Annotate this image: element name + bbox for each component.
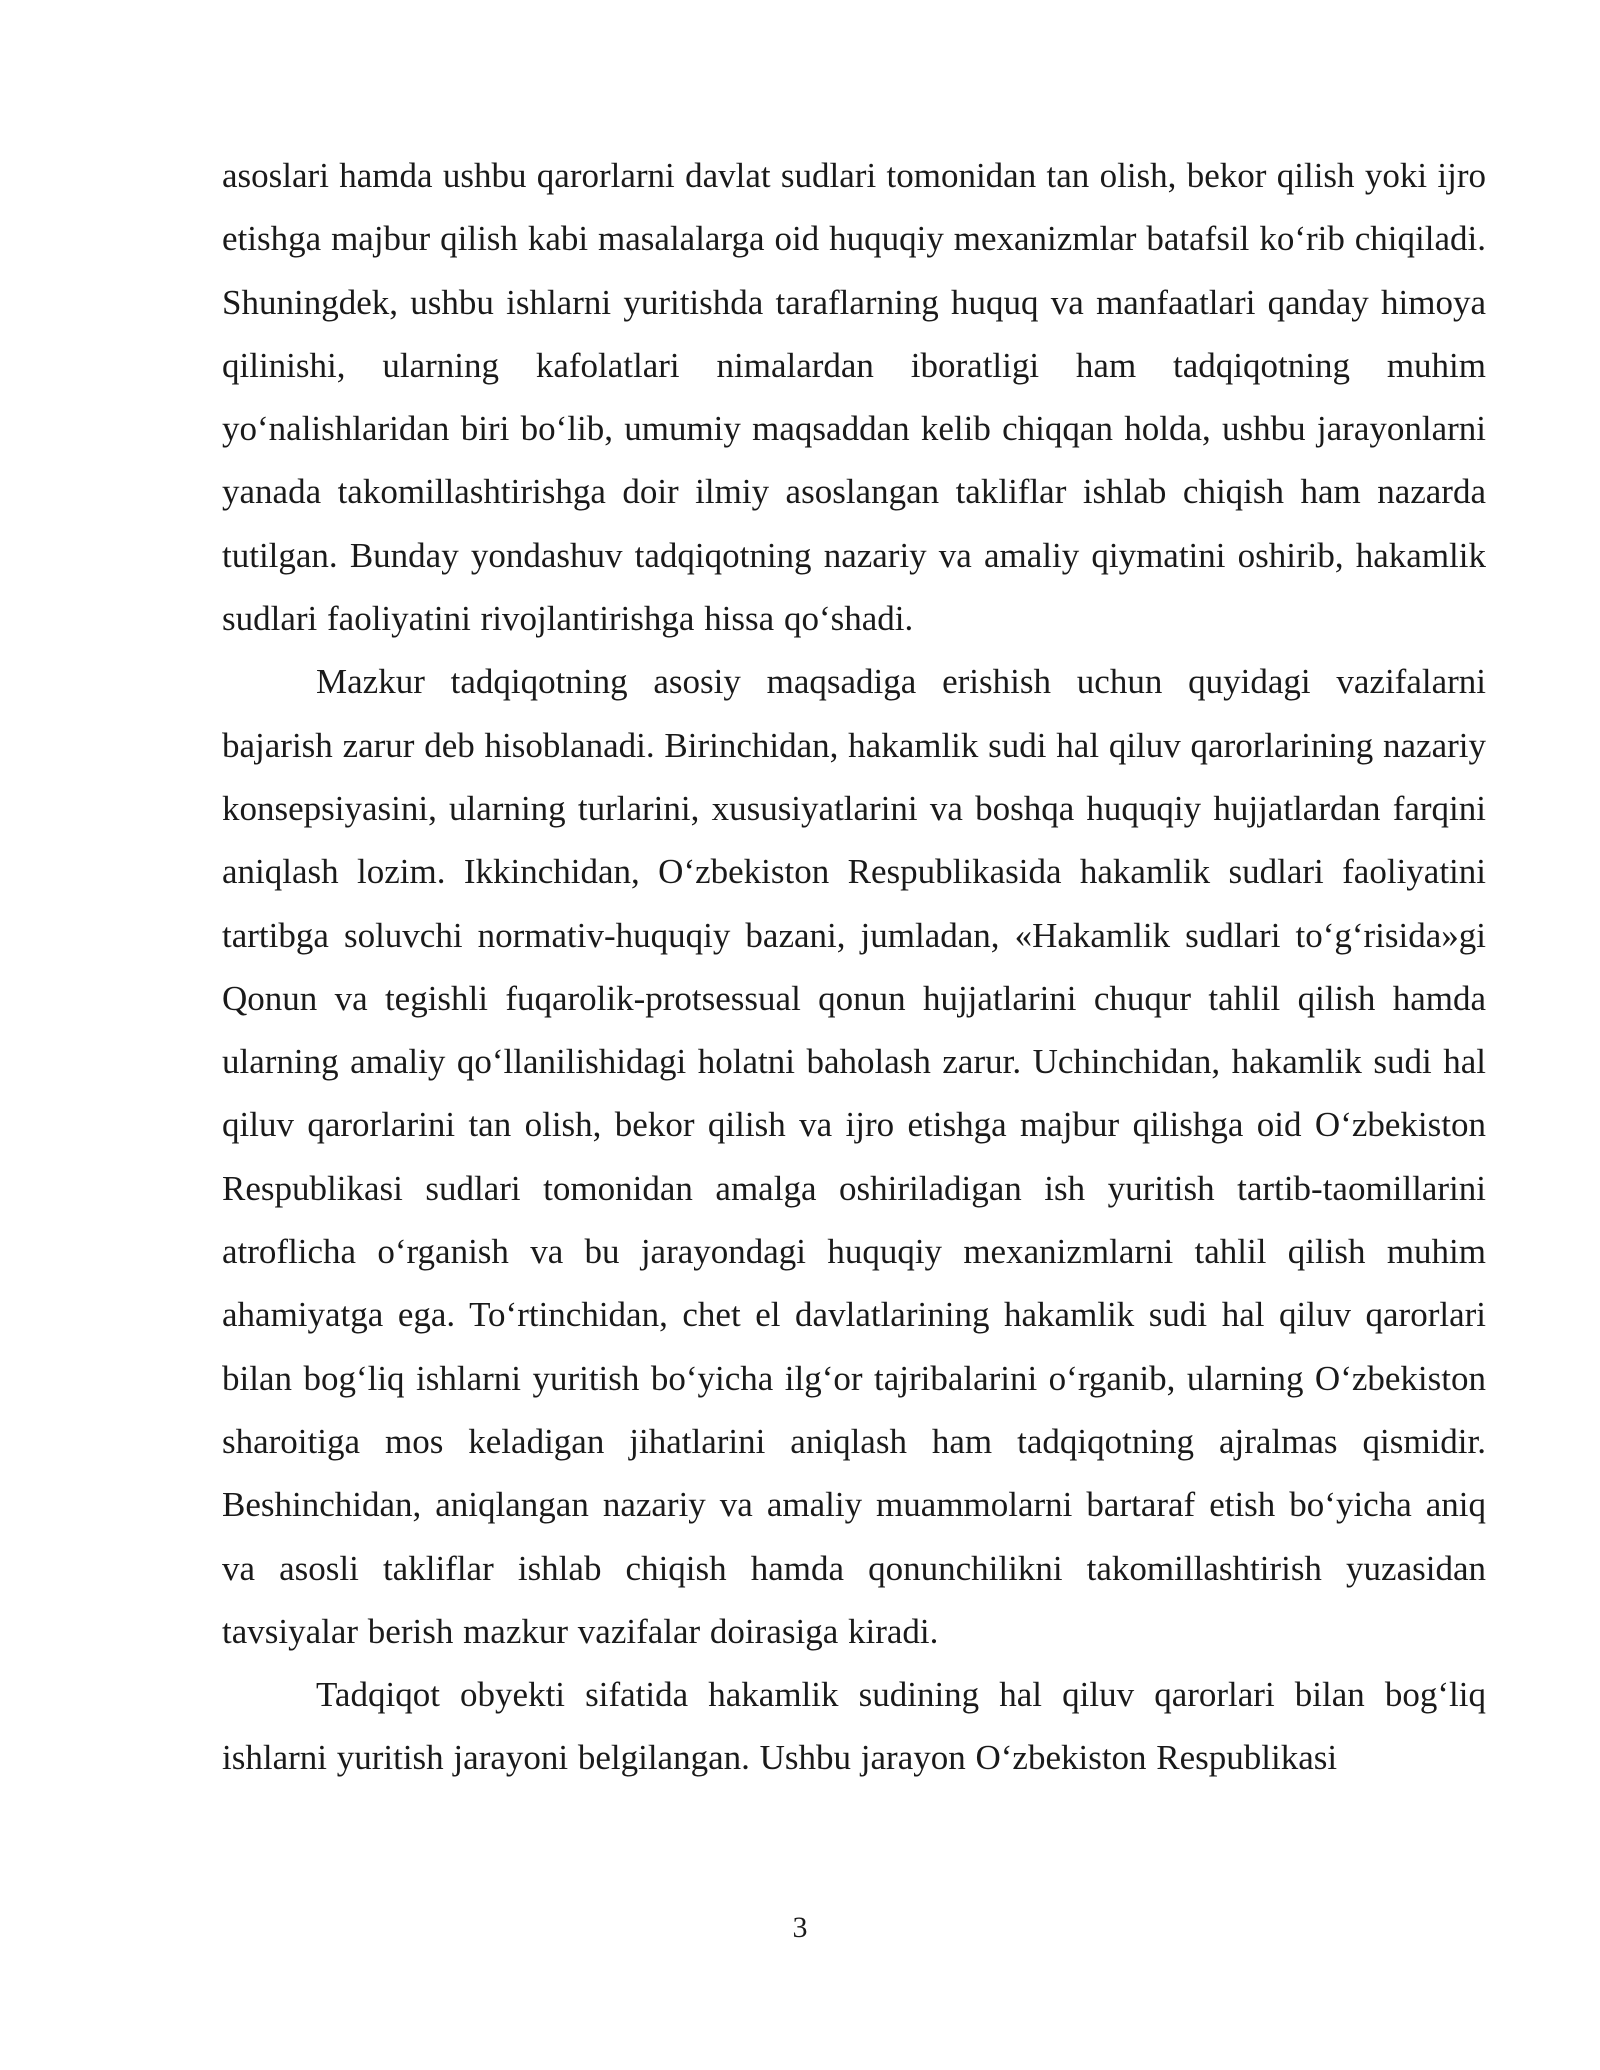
paragraph-tasks: Mazkur tadqiqotning asosiy maqsadiga erishish uchun quyidagi vazifalarni bajarish zarur deb hisoblanadi. Birinchidan, hakamlik sudi hal qiluv qarorlarining nazariy konsepsiyasini, ularning turlarini, xususiyatlarini va boshqa huquqiy hujjatlardan farqini aniqlash lozim. Ikkinchidan, O‘zbekiston Respublikasida hakamlik sudlari faoliyatini tartibga soluvchi normativ-huquqiy bazani, jumladan, «Hakamlik sudlari to‘g‘risida»gi Qonun va tegishli fuqarolik-protsessual qonun hujjatlarini chuqur tahlil qilish hamda ularning amaliy qo‘llanilishidagi holatni baholash zarur. Uchinchidan, hakamlik sudi hal qiluv qarorlarini tan olish, bekor qilish va ijro etishga majbur qilishga oid O‘zbekiston Respublikasi sudlari tomonidan amalga oshiriladigan ish yuritish tartib-taomillarini atroflicha o‘rganish va bu jarayondagi huquqiy mexanizmlarni tahlil qilish muhim ahamiyatga ega. To‘rtinchidan, chet el davlatlarining hakamlik sudi hal qiluv qarorlari bilan bog‘liq ishlarni yuritish bo‘yicha ilg‘or tajribalarini o‘rganib, ularning O‘zbekiston sharoitiga mos keladigan jihatlarini aniqlash ham tadqiqotning ajralmas qismidir. Beshinchidan, aniqlangan nazariy va amaliy muammolarni bartaraf etish bo‘yicha aniq va asosli takliflar ishlab chiqish hamda qonunchilikni takomillashtirish yuzasidan tavsiyalar berish mazkur vazifalar doirasiga kiradi. (222, 662, 1486, 1651)
body-text (222, 144, 1486, 1790)
page-number: 3 (792, 1911, 808, 1944)
paragraph-continuation: asoslari hamda ushbu qarorlarni davlat sudlari tomonidan tan olish, bekor qilish yoki ijro etishga majbur qilish kabi masalalarga oid huquqiy mexanizmlar batafsil ko‘rib chiqiladi. Shuningdek, ushbu ishlarni yuritishda taraflarning huquq va manfaatlari qanday himoya qilinishi, ularning kafolatlari nimalardan iboratligi ham tadqiqotning muhim yo‘nalishlaridan biri bo‘lib, umumiy maqsaddan kelib chiqqan holda, ushbu jarayonlarni yanada takomillashtirishga doir ilmiy asoslangan takliflar ishlab chiqish ham nazarda tutilgan. Bunday yondashuv tadqiqotning nazariy va amaliy qiymatini oshirib, hakamlik sudlari faoliyatini rivojlantirishga hissa qo‘shadi. (222, 156, 1486, 639)
paragraph-research-object: Tadqiqot obyekti sifatida hakamlik sudining hal qiluv qarorlari bilan bog‘liq ishlarni yuritish jarayoni belgilangan. Ushbu jarayon O‘zbekiston Respublikasi (222, 1675, 1486, 1778)
